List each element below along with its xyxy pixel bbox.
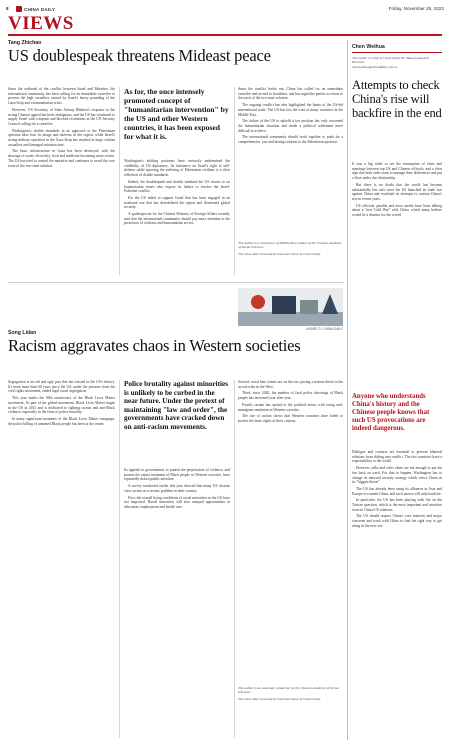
disclaimer: The views don't necessarily represent those of China Daily. bbox=[238, 696, 321, 701]
paragraph: For the US failed to support Israel that has been engaged in an irrational war that has destabilized the region and threatened global security. bbox=[124, 195, 230, 210]
paragraph: It was a big relief to see the resumption of visits and meetings between top US and Chinese officials, and a clear sign that both sides want to manage their differences and put a floor under the relationship. bbox=[352, 162, 442, 181]
paragraph: The US has already been using its alliances in Asia and Europe to contain China, and such moves will only backfire. bbox=[352, 486, 442, 496]
article2-pull-quote: Police brutality against minorities is unlikely to be curbed in the near future. Under the pretext of maintaining "law and order", the governments have cracked down on anti-racism movements. bbox=[124, 380, 229, 431]
article-divider bbox=[8, 282, 344, 283]
paragraph: Fourth, racism has spread to the political arena, with rising anti-immigrant sentiment in Western societies. bbox=[238, 402, 343, 412]
paragraph: First, the overall living conditions of racial minorities in the US have not improved. Racial minorities still face unequal opportunities in education, employment and health care. bbox=[124, 495, 230, 509]
paragraph: Indeed, the doublespeak and double standard the US resorts to on humanitarian issues also expose its failure to resolve the Israel-Palestine conflict. bbox=[124, 179, 230, 194]
paragraph: In many significant moments of the Black Lives Matter campaign, the police killing of unarmed Black people has been at the center. bbox=[8, 416, 115, 426]
article2-author-note bbox=[238, 686, 343, 701]
paper-logo bbox=[16, 6, 55, 12]
paragraph: Its appeals to governments to punish the perpetrators of violence, and protest the unjust treatment of Black people in Western societies, have repeatedly drawn public attention. bbox=[124, 468, 230, 482]
page-number: 8 bbox=[6, 6, 9, 11]
paragraph: US officials, pundits and news media have been talking about a "new Cold War" with China, which many believe would be a disaster for the world. bbox=[352, 203, 442, 218]
paragraph: The basic infrastructure in Gaza has been destroyed, with the shortage of water, electricity, food and medicine becoming more severe. The US has tried to control the narrative and continues to avoid the core issue of the two-state solution. bbox=[8, 149, 115, 168]
article1-column-2 bbox=[124, 159, 230, 277]
sidebar-pull-quote: Anyone who understands China's history and the Chinese people knows that such US provocations are indeed dangerous. bbox=[352, 393, 430, 432]
paper-name: CHINA DAILY bbox=[24, 7, 56, 12]
column-divider bbox=[119, 380, 120, 738]
paragraph: The US should respect China's core interests and major concerns and work with China to find the right way to get along in the new era. bbox=[352, 514, 442, 528]
section-divider bbox=[8, 34, 442, 36]
author-note: The author is a researcher of Middle East studies at the Chinese Academy of Social Sciences. bbox=[238, 241, 342, 250]
sidebar-rule bbox=[352, 52, 442, 53]
paragraph: Washington's shifting positions have seriously undermined the credibility of US diplomacy. Its insistence on Israel's right to self-defense while ignoring the suffering of Palestinian civilians is a clear reflection of double standards. bbox=[124, 159, 230, 178]
sidebar-byline: Chen Weihua bbox=[352, 44, 385, 50]
paragraph: The rise of racism shows that Western countries have failed to protect the basic rights of their citizens. bbox=[238, 414, 343, 423]
section-title: VIEWS bbox=[8, 13, 74, 34]
paragraph: Second, racial hate crimes are on the rise, posing a serious threat to the social order in the West. bbox=[238, 380, 343, 389]
article2-column-3 bbox=[238, 380, 343, 680]
paragraph: Segregation is an old and ugly part that has existed in the US's history. It's been more than 60 years since the US, under the pressure from the civil rights movement, ended legal racial segregation. bbox=[8, 380, 115, 394]
paragraph: Third, since 2020, the number of fatal police shootings of Black people has increased year after year. bbox=[238, 391, 343, 401]
article2-byline: Song Lidan bbox=[8, 330, 37, 336]
author-bio: The author is chief of China Daily EU Bureau based in Brussels. bbox=[352, 56, 430, 65]
paragraph: A spokesperson for the Chinese Ministry of Foreign Affairs recently said that the international community should pay more attention to the protection of civilians and humanitarian access. bbox=[124, 212, 230, 226]
article1-column-3 bbox=[238, 87, 343, 237]
paragraph: Washington's double standards in its approach to the Palestinian question have hurt its image and interests in the region, while Israel's strong military operation in the Gaza Strip has resulted in large civilian casualties and damaged infrastructure. bbox=[8, 128, 115, 147]
article2-column-1 bbox=[8, 380, 115, 740]
disclaimer: The views don't necessarily represent those of China Daily. bbox=[238, 251, 321, 256]
issue-date: Friday, November 25, 2022 bbox=[388, 6, 444, 11]
author-note: The author is an associate researcher at the Chinese Academy of Social Sciences. bbox=[238, 686, 339, 695]
sidebar-column-1 bbox=[352, 162, 442, 392]
article2-column-2 bbox=[124, 468, 230, 740]
paragraph: The failure of the US to uphold a fair position has only worsened the humanitarian situation and made a political settlement more difficult to achieve. bbox=[238, 119, 343, 133]
article2-headline: Racism aggravates chaos in Western societies bbox=[8, 336, 301, 355]
illustration-credit: ANDRE G / CHINA DAILY bbox=[306, 327, 343, 331]
sidebar-author-bio bbox=[352, 56, 442, 69]
paragraph: However, talks and visits alone are not enough to put the ties back on track. For that to happen, Washington has to change its national security strategy which views China as its "biggest threat". bbox=[352, 466, 442, 485]
paragraph: However, US Secretary of State Antony Blinken's response to the strong Chinese appeal has been ambiguous, and the US has continued to supply Israel with weapons and blocked resolutions at the UN Security Council calling for a ceasefire. bbox=[8, 107, 115, 126]
sidebar-divider bbox=[347, 40, 348, 740]
illustration-graphic bbox=[238, 288, 343, 326]
paragraph: Since the conflict broke out, China has called for an immediate ceasefire and an end to hostilities, and has urged the parties to return to the track of the two-state solution. bbox=[238, 87, 343, 101]
paragraph: But there is no doubt that the world has become substantially less safe since the US launched its trade war against China and escalated its attempts to contain China's rise in recent years. bbox=[352, 182, 442, 201]
author-email: chenweihua@chinadaily.com.cn bbox=[352, 64, 398, 69]
sidebar-column-2 bbox=[352, 450, 442, 740]
paragraph: Dialogue and contacts are essential to prevent bilateral relations from sliding into conflict. The two countries have a responsibility to the world. bbox=[352, 450, 442, 464]
sidebar-headline: Attempts to check China's rise will backfire in the end bbox=[352, 78, 442, 120]
paragraph: This year marks the 60th anniversary of the Black Lives Matter movement. As part of the global movement, Black Lives Matter began in the US in 2013 and is dedicated to fighting racism and anti-Black violence, especially in the form of police brutality. bbox=[8, 396, 115, 415]
paragraph: The international community should work together to push for a comprehensive, just and lasting solution to the Palestinian question. bbox=[238, 135, 343, 145]
column-divider bbox=[234, 380, 235, 738]
paragraph: The ongoing conflict has also highlighted the limits of the US-led international order. The US has lost the trust of many countries in the Middle East. bbox=[238, 103, 343, 117]
article1-byline: Tang Zhichao bbox=[8, 40, 42, 46]
paragraph: A survey conducted earlier this year showed that many US citizens view racism as a serious problem in their country. bbox=[124, 484, 230, 493]
article1-pull-quote: As for, the once intensely promoted concept of "humanitarian intervention" by the US and other Western countries, it has been exposed for what it is. bbox=[124, 87, 229, 141]
paragraph: In particular, the US has been playing with fire on the Taiwan question, which is the most important and sensitive issue in China-US relations. bbox=[352, 498, 442, 512]
logo-mark-icon bbox=[16, 6, 22, 12]
article1-author-note bbox=[238, 241, 343, 256]
article1-column-1 bbox=[8, 87, 115, 277]
column-divider bbox=[119, 87, 120, 275]
illustration bbox=[238, 288, 343, 326]
article1-headline: US doublespeak threatens Mideast peace bbox=[8, 46, 271, 65]
paragraph: Since the outbreak of the conflict between Israel and Palestine, the international community has been calling for an immediate ceasefire to prevent the high casualties caused by Israel's heavy pounding of the Gaza Strip and a humanitarian crisis. bbox=[8, 87, 115, 106]
column-divider bbox=[234, 87, 235, 275]
